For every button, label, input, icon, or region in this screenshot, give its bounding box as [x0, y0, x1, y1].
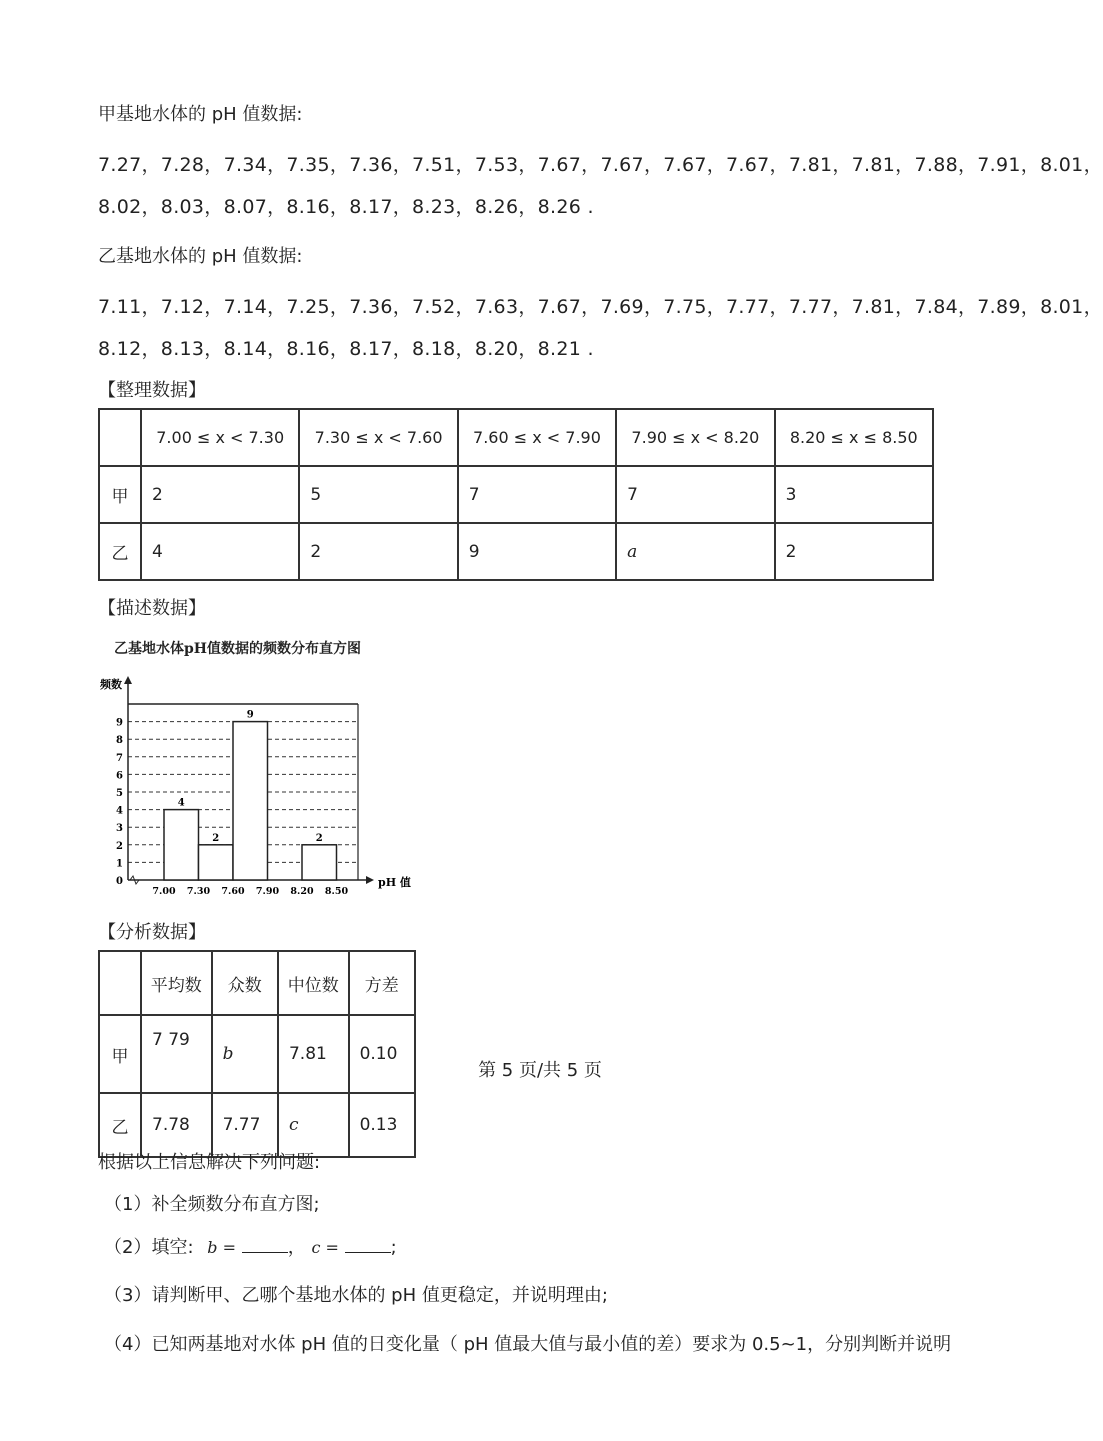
frequency-table-header: 7.90 ≤ x < 8.20	[616, 409, 774, 466]
table-cell: 5	[299, 466, 457, 523]
table-cell: 7 79	[141, 1015, 212, 1093]
frequency-table-header: 7.30 ≤ x < 7.60	[299, 409, 457, 466]
histogram-chart	[98, 630, 411, 900]
table-cell-unknown-b: b	[212, 1015, 278, 1093]
frequency-table	[98, 408, 934, 581]
x-tick-label: 7.00	[152, 886, 176, 897]
frequency-table-header: 7.00 ≤ x < 7.30	[141, 409, 299, 466]
question-4: （4）已知两基地对水体 pH 值的日变化量（ pH 值最大值与最小值的差）要求为 0.5~1，分别判断并说明	[104, 1334, 952, 1355]
yi-data-line-1: 7.11，7.12，7.14，7.25，7.36，7.52，7.63，7.67，7.69，7.75，7.77，7.77，7.81，7.84，7.89，8.01，	[98, 296, 1103, 318]
bar-value-label: 4	[177, 797, 185, 809]
table-cell: 7	[458, 466, 616, 523]
question-2-c-label: c =	[311, 1238, 339, 1257]
y-tick-label: 4	[116, 805, 123, 817]
histogram-bar	[302, 845, 337, 880]
table-cell: 4	[141, 523, 299, 580]
y-tick-label: 0	[116, 876, 123, 887]
histogram-bar	[164, 810, 199, 880]
section-describe-heading: 【描述数据】	[98, 598, 206, 619]
question-1: （1）补全频数分布直方图;	[104, 1194, 320, 1215]
y-tick-label: 9	[116, 717, 123, 729]
row-label: 乙	[99, 523, 141, 580]
bar-value-label: 2	[212, 832, 220, 844]
table-cell: 7.78	[141, 1093, 212, 1157]
question-2-separator: ，	[287, 1237, 306, 1258]
frequency-table-corner	[99, 409, 141, 466]
jia-data-line-1: 7.27，7.28，7.34，7.35，7.36，7.51，7.53，7.67，7.67，7.67，7.67，7.81，7.81，7.88，7.91，8.01，	[98, 154, 1103, 176]
histogram-bar	[199, 845, 234, 880]
question-2-prefix: （2）填空:	[104, 1237, 194, 1258]
question-2	[104, 1233, 397, 1259]
statistics-table	[98, 950, 416, 1158]
x-axis-label: pH 值	[378, 876, 411, 889]
frequency-table-header: 8.20 ≤ x ≤ 8.50	[775, 409, 933, 466]
table-cell: 7.81	[278, 1015, 349, 1093]
section-organize-heading: 【整理数据】	[98, 380, 206, 401]
table-cell: 7	[616, 466, 774, 523]
histogram-bar	[233, 722, 268, 880]
statistics-table-header: 中位数	[278, 951, 349, 1015]
frequency-table-header-row	[99, 409, 933, 466]
table-cell-unknown-c: c	[278, 1093, 349, 1157]
x-tick-label: 8.50	[324, 886, 349, 897]
question-2-b-label: b =	[207, 1238, 236, 1257]
y-axis-label: 频数	[100, 678, 122, 691]
table-cell: 2	[299, 523, 457, 580]
table-cell: 7.77	[212, 1093, 278, 1157]
row-label: 乙	[99, 1093, 141, 1157]
frequency-table-header: 7.60 ≤ x < 7.90	[458, 409, 616, 466]
bar-value-label: 9	[246, 709, 254, 721]
row-label: 甲	[99, 466, 141, 523]
jia-data-line-2: 8.02，8.03，8.07，8.16，8.17，8.23，8.26，8.26 .	[98, 196, 594, 218]
yi-data-label: 乙基地水体的 pH 值数据:	[98, 246, 303, 267]
question-2-end: ;	[390, 1237, 397, 1258]
x-tick-label: 7.30	[186, 886, 211, 897]
x-tick-label: 7.60	[221, 886, 245, 897]
y-tick-label: 7	[116, 752, 123, 764]
statistics-table-corner	[99, 951, 141, 1015]
y-axis-arrow	[124, 676, 132, 684]
statistics-table-header-row	[99, 951, 415, 1015]
table-cell-unknown-a: a	[616, 523, 774, 580]
page-footer: 第 5 页/共 5 页	[478, 1060, 602, 1081]
jia-data-label: 甲基地水体的 pH 值数据:	[98, 104, 303, 125]
section-analyze-heading: 【分析数据】	[98, 922, 206, 943]
chart-title: 乙基地水体pH值数据的频数分布直方图	[114, 641, 362, 657]
question-3: （3）请判断甲、乙哪个基地水体的 pH 值更稳定，并说明理由;	[104, 1285, 608, 1306]
bar-value-label: 2	[315, 832, 323, 844]
statistics-table-header: 众数	[212, 951, 278, 1015]
y-tick-label: 2	[116, 840, 123, 852]
x-tick-label: 7.90	[255, 886, 280, 897]
histogram-svg	[98, 630, 411, 900]
table-cell: 3	[775, 466, 933, 523]
table-cell: 2	[775, 523, 933, 580]
frequency-table-row-yi	[99, 523, 933, 580]
table-cell: 0.13	[349, 1093, 415, 1157]
y-tick-label: 1	[116, 858, 123, 870]
y-tick-label: 3	[116, 823, 123, 835]
frequency-table-row-jia	[99, 466, 933, 523]
answer-blank-c[interactable]	[345, 1236, 391, 1253]
x-axis-arrow	[366, 876, 374, 884]
y-tick-label: 5	[116, 788, 123, 799]
answer-blank-b[interactable]	[242, 1236, 288, 1253]
x-tick-label: 8.20	[290, 886, 314, 897]
yi-data-line-2: 8.12，8.13，8.14，8.16，8.17，8.18，8.20，8.21 .	[98, 338, 594, 360]
statistics-table-header: 方差	[349, 951, 415, 1015]
row-label: 甲	[99, 1015, 141, 1093]
questions-intro: 根据以上信息解决下列问题:	[98, 1152, 321, 1173]
table-cell: 0.10	[349, 1015, 415, 1093]
table-cell: 9	[458, 523, 616, 580]
statistics-table-header: 平均数	[141, 951, 212, 1015]
y-tick-label: 8	[116, 735, 123, 747]
table-cell: 2	[141, 466, 299, 523]
y-tick-label: 6	[116, 770, 123, 782]
